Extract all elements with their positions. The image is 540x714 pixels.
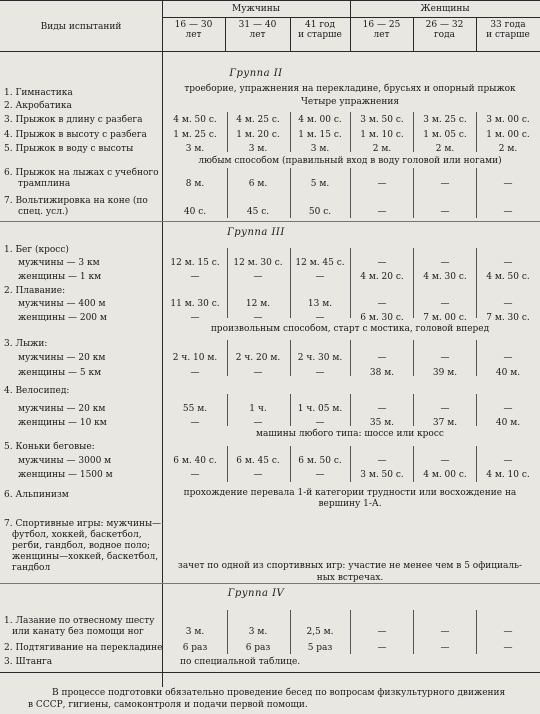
table-cell: 13 м.: [307, 299, 333, 309]
row-label: гандбол: [12, 563, 51, 573]
table-cell: 1 ч.: [249, 404, 267, 414]
table-cell: —: [315, 418, 325, 428]
table-cell: —: [190, 313, 200, 323]
table-cell: —: [377, 299, 387, 309]
table-cell: 2 ч. 20 м.: [235, 353, 281, 363]
table-cell: —: [253, 418, 263, 428]
group-3-heading: Группа III: [227, 227, 285, 238]
table-cell: —: [315, 368, 325, 378]
table-cell: —: [377, 207, 387, 217]
table-cell: —: [503, 258, 513, 268]
row-label: 7. Вольтижировка на коне (по: [4, 196, 148, 206]
row-span-text: по специальной таблице.: [180, 657, 301, 667]
footer-line-2: в СССР, гигиены, самоконтроля и подачи первой помощи.: [28, 700, 308, 710]
table-cell: —: [503, 456, 513, 466]
row-label: или канату без помощи ног: [12, 627, 144, 637]
table-cell: —: [440, 207, 450, 217]
row-label: футбол, хоккей, баскетбол,: [12, 530, 142, 540]
row-label: мужчины — 400 м: [18, 299, 106, 309]
table-cell: 2 м.: [372, 144, 392, 154]
table-cell: —: [315, 313, 325, 323]
row-label: 3. Лыжи:: [4, 339, 48, 349]
row-label: женщины—хоккей, баскетбол,: [12, 552, 159, 562]
table-cell: 6 м. 50 с.: [298, 456, 342, 466]
table-cell: —: [377, 627, 387, 637]
table-cell: —: [503, 207, 513, 217]
table-cell: —: [440, 404, 450, 414]
row-label: регби, гандбол, водное поло;: [12, 541, 151, 551]
table-cell: —: [377, 643, 387, 653]
table-cell: —: [440, 179, 450, 189]
row-label: 4. Велосипед:: [4, 386, 70, 396]
table-cell: 50 с.: [308, 207, 332, 217]
table-cell: —: [503, 627, 513, 637]
row-span-text: Четыре упражнения: [300, 97, 400, 107]
women-header: Женщины: [420, 4, 470, 14]
table-cell: 3 м. 50 с.: [360, 115, 404, 125]
row-label: 2. Подтягивание на перекладине: [4, 643, 163, 653]
table-cell: 2 м.: [498, 144, 518, 154]
row-label: 3. Прыжок в длину с разбега: [4, 115, 143, 125]
table-cell: —: [503, 404, 513, 414]
table-cell: —: [440, 627, 450, 637]
row-label: мужчины — 20 км: [18, 404, 106, 414]
table-cell: 1 ч. 05 м.: [297, 404, 343, 414]
column-header-label: Виды испытаний: [40, 22, 122, 32]
table-cell: 12 м. 45 с.: [295, 258, 345, 268]
table-cell: 4 м. 50 с.: [173, 115, 217, 125]
table-cell: —: [377, 258, 387, 268]
table-cell: 2 м.: [435, 144, 455, 154]
table-cell: 2 ч. 10 м.: [172, 353, 218, 363]
table-cell: 7 м. 30 с.: [486, 313, 530, 323]
table-cell: 6 м. 30 с.: [360, 313, 404, 323]
table-cell: 1 м. 05 с.: [423, 130, 467, 140]
table-cell: 3 м. 00 с.: [486, 115, 530, 125]
row-label: 6. Прыжок на лыжах с учебного: [4, 168, 159, 178]
row-label: женщины — 10 км: [18, 418, 107, 428]
table-cell: 4 м. 30 с.: [423, 272, 467, 282]
table-cell: —: [503, 179, 513, 189]
row-label: 5. Прыжок в воду с высоты: [4, 144, 134, 154]
table-cell: —: [377, 179, 387, 189]
row-label: 1. Гимнастика: [4, 88, 73, 98]
footer-line-1: В процессе подготовки обязательно проведение бесед по вопросам физкультурного движения: [52, 688, 506, 698]
table-cell: 3 м. 25 с.: [423, 115, 467, 125]
table-cell: —: [377, 353, 387, 363]
table-cell: 2 ч. 30 м.: [297, 353, 343, 363]
table-cell: 4 м. 20 с.: [360, 272, 404, 282]
row-label: 7. Спортивные игры: мужчины—: [4, 519, 162, 529]
table-cell: 3 м.: [185, 144, 205, 154]
table-top-rule: [0, 0, 540, 1]
table-cell: 3 м.: [248, 144, 268, 154]
row-label: 6. Альпинизм: [4, 490, 69, 500]
table-cell: 6 раз: [245, 643, 271, 653]
table-cell: 6 м.: [248, 179, 268, 189]
table-cell: —: [377, 404, 387, 414]
row-label: спец. усл.): [18, 207, 69, 217]
table-cell: —: [190, 272, 200, 282]
age-women-2: 26 — 32 года: [425, 20, 464, 40]
table-cell: —: [440, 353, 450, 363]
row-label: мужчины — 3 км: [18, 258, 100, 268]
table-cell: 12 м. 15 с.: [170, 258, 220, 268]
row-label: 1. Лазание по отвесному шесту: [4, 616, 155, 626]
row-span-text: произвольным способом, старт с мостика, головой вперед: [210, 324, 490, 334]
table-cell: 11 м. 30 с.: [170, 299, 220, 309]
row-span-text: прохождение перевала 1-й категории трудности или восхождение на: [183, 488, 517, 498]
row-label: мужчины — 3000 м: [18, 456, 112, 466]
table-cell: 2,5 м.: [306, 627, 334, 637]
table-cell: 6 м. 45 с.: [236, 456, 280, 466]
table-cell: —: [190, 418, 200, 428]
table-cell: 3 м.: [185, 627, 205, 637]
row-span-text: любым способом (правильный вход в воду головой или ногами): [198, 156, 502, 166]
table-cell: —: [503, 643, 513, 653]
table-cell: 4 м. 50 с.: [486, 272, 530, 282]
row-label: женщины — 1500 м: [18, 470, 113, 480]
age-women-1: 16 — 25 лет: [362, 20, 401, 40]
age-men-1: 16 — 30 лет: [174, 20, 213, 40]
table-cell: 8 м.: [185, 179, 205, 189]
table-cell: 3 м.: [310, 144, 330, 154]
row-label: 4. Прыжок в высоту с разбега: [4, 130, 147, 140]
table-cell: 40 с.: [183, 207, 207, 217]
group-2-heading: Группа II: [229, 68, 283, 79]
table-cell: 38 м.: [369, 368, 395, 378]
age-men-2: 31 — 40 лет: [238, 20, 277, 40]
table-cell: —: [440, 258, 450, 268]
table-cell: 4 м. 00 с.: [298, 115, 342, 125]
table-cell: —: [440, 299, 450, 309]
row-span-text: машины любого типа: шоссе или кросс: [256, 429, 444, 439]
row-label: мужчины — 20 км: [18, 353, 106, 363]
table-cell: 4 м. 25 с.: [236, 115, 280, 125]
table-cell: —: [315, 470, 325, 480]
row-label: 3. Штанга: [4, 657, 53, 667]
table-cell: —: [503, 299, 513, 309]
row-label: женщины — 5 км: [18, 368, 102, 378]
table-cell: —: [253, 368, 263, 378]
row-label: женщины — 1 км: [18, 272, 102, 282]
table-cell: 7 м. 00 с.: [423, 313, 467, 323]
table-cell: —: [253, 313, 263, 323]
table-cell: 35 м.: [369, 418, 395, 428]
table-cell: 3 м. 50 с.: [360, 470, 404, 480]
table-cell: 5 раз: [307, 643, 333, 653]
table-cell: 6 м. 40 с.: [173, 456, 217, 466]
table-cell: 40 м.: [495, 368, 521, 378]
table-cell: 5 м.: [310, 179, 330, 189]
row-span-text: троеборие, упражнения на перекладине, брусьях и опорный прыжок: [184, 84, 516, 94]
age-women-3: 33 года и старше: [486, 20, 530, 40]
table-cell: —: [190, 470, 200, 480]
table-cell: 1 м. 10 с.: [360, 130, 404, 140]
row-span-text: зачет по одной из спортивных игр: участие не менее чем в 5 официаль-: [177, 561, 523, 571]
row-label: 1. Бег (кросс): [4, 245, 69, 255]
table-cell: —: [440, 643, 450, 653]
table-cell: 1 м. 25 с.: [173, 130, 217, 140]
row-label: женщины — 200 м: [18, 313, 107, 323]
table-cell: 12 м. 30 с.: [233, 258, 283, 268]
table-cell: 1 м. 00 с.: [486, 130, 530, 140]
row-span-text: вершину 1-А.: [318, 499, 382, 509]
table-cell: 45 с.: [246, 207, 270, 217]
row-span-text: ных встречах.: [316, 573, 384, 583]
header-sub-rule: [162, 17, 540, 18]
table-cell: 40 м.: [495, 418, 521, 428]
row-label: 2. Плавание:: [4, 286, 66, 296]
table-cell: 4 м. 00 с.: [423, 470, 467, 480]
table-cell: —: [503, 353, 513, 363]
row-label: 5. Коньки беговые:: [4, 442, 95, 452]
men-header: Мужчины: [232, 4, 280, 14]
table-cell: —: [377, 456, 387, 466]
table-cell: 6 раз: [182, 643, 208, 653]
age-men-3: 41 год и старше: [298, 20, 342, 40]
table-cell: 1 м. 20 с.: [236, 130, 280, 140]
table-cell: 12 м.: [245, 299, 271, 309]
table-cell: 3 м.: [248, 627, 268, 637]
table-cell: —: [253, 470, 263, 480]
table-cell: —: [315, 272, 325, 282]
table-cell: 39 м.: [432, 368, 458, 378]
row-label: 2. Акробатика: [4, 101, 72, 111]
row-label: трамплина: [18, 179, 71, 189]
table-cell: —: [440, 456, 450, 466]
table-cell: —: [253, 272, 263, 282]
header-bottom-rule: [0, 51, 540, 52]
table-cell: 55 м.: [182, 404, 208, 414]
table-cell: 4 м. 10 с.: [486, 470, 530, 480]
table-cell: 37 м.: [432, 418, 458, 428]
table-cell: 1 м. 15 с.: [298, 130, 342, 140]
group-4-heading: Группа IV: [227, 588, 285, 599]
table-cell: —: [190, 368, 200, 378]
